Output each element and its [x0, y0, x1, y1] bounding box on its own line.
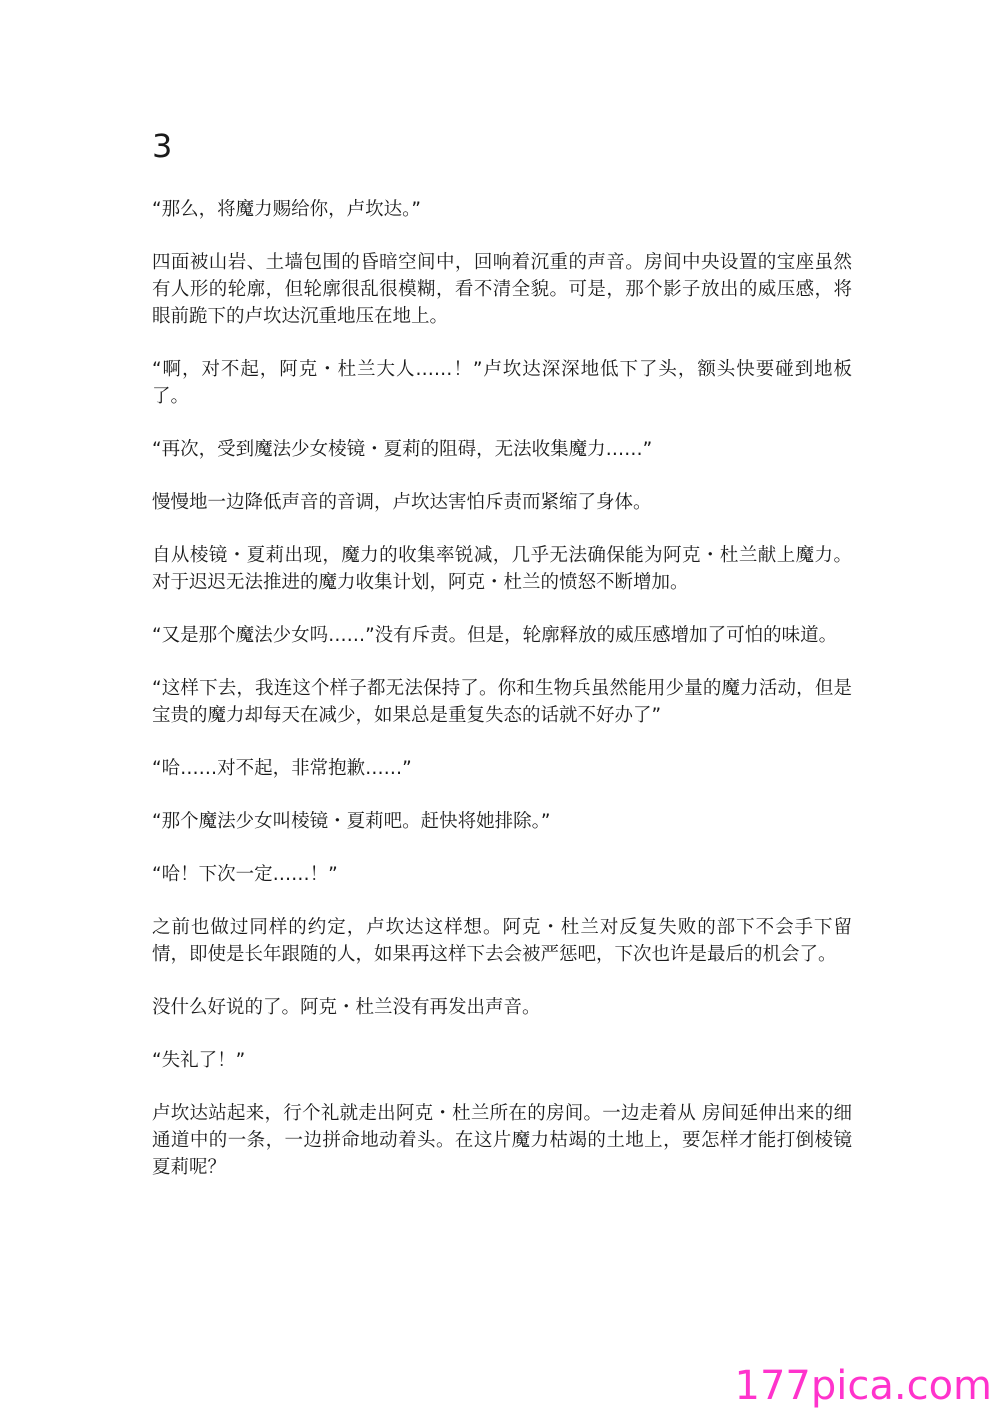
story-text: [152, 196, 852, 1207]
paragraph: “失礼了！”: [152, 1050, 246, 1071]
paragraph: 之前也做过同样的约定，卢坎达这样想。阿克・杜兰对反复失败的部下不会手下留情，即使是长年跟随的人，如果再这样下去会被严惩吧，下次也许是最后的机会了。: [152, 917, 852, 965]
site-watermark: 177pica.com: [734, 1363, 992, 1409]
paragraph: “那么，将魔力赐给你，卢坎达。”: [152, 199, 421, 220]
paragraph: “那个魔法少女叫棱镜・夏莉吧。赶快将她排除。”: [152, 811, 551, 832]
paragraph: 四面被山岩、土墙包围的昏暗空间中，回响着沉重的声音。房间中央设置的宝座虽然有人形的轮廓，但轮廓很乱很模糊，看不清全貌。可是，那个影子放出的威压感，将眼前跪下的卢坎达沉重地压在地上。: [152, 252, 852, 327]
paragraph: “哈！下次一定……！”: [152, 864, 338, 885]
paragraph: “哈……对不起，非常抱歉……”: [152, 758, 412, 779]
paragraph: “再次，受到魔法少女棱镜・夏莉的阻碍，无法收集魔力……”: [152, 439, 653, 460]
paragraph: “这样下去，我连这个样子都无法保持了。你和生物兵虽然能用少量的魔力活动，但是宝贵的魔力却每天在减少，如果总是重复失态的话就不好办了”: [152, 678, 852, 726]
paragraph: 卢坎达站起来，行个礼就走出阿克・杜兰所在的房间。一边走着从 房间延伸出来的细通道中的一条，一边拼命地动着头。在这片魔力枯竭的土地上，要怎样才能打倒棱镜夏莉呢？: [152, 1103, 852, 1178]
chapter-number: 3: [152, 127, 173, 165]
paragraph: 慢慢地一边降低声音的音调，卢坎达害怕斥责而紧缩了身体。: [152, 492, 652, 513]
paragraph: 自从棱镜・夏莉出现，魔力的收集率锐减，几乎无法确保能为阿克・杜兰献上魔力。对于迟迟无法推进的魔力收集计划，阿克・杜兰的愤怒不断增加。: [152, 545, 852, 593]
paragraph: “啊，对不起，阿克・杜兰大人……！”卢坎达深深地低下了头，额头快要碰到地板了。: [152, 359, 852, 407]
paragraph: 没什么好说的了。阿克・杜兰没有再发出声音。: [152, 997, 541, 1018]
paragraph: “又是那个魔法少女吗……”没有斥责。但是，轮廓释放的威压感增加了可怕的味道。: [152, 625, 838, 646]
